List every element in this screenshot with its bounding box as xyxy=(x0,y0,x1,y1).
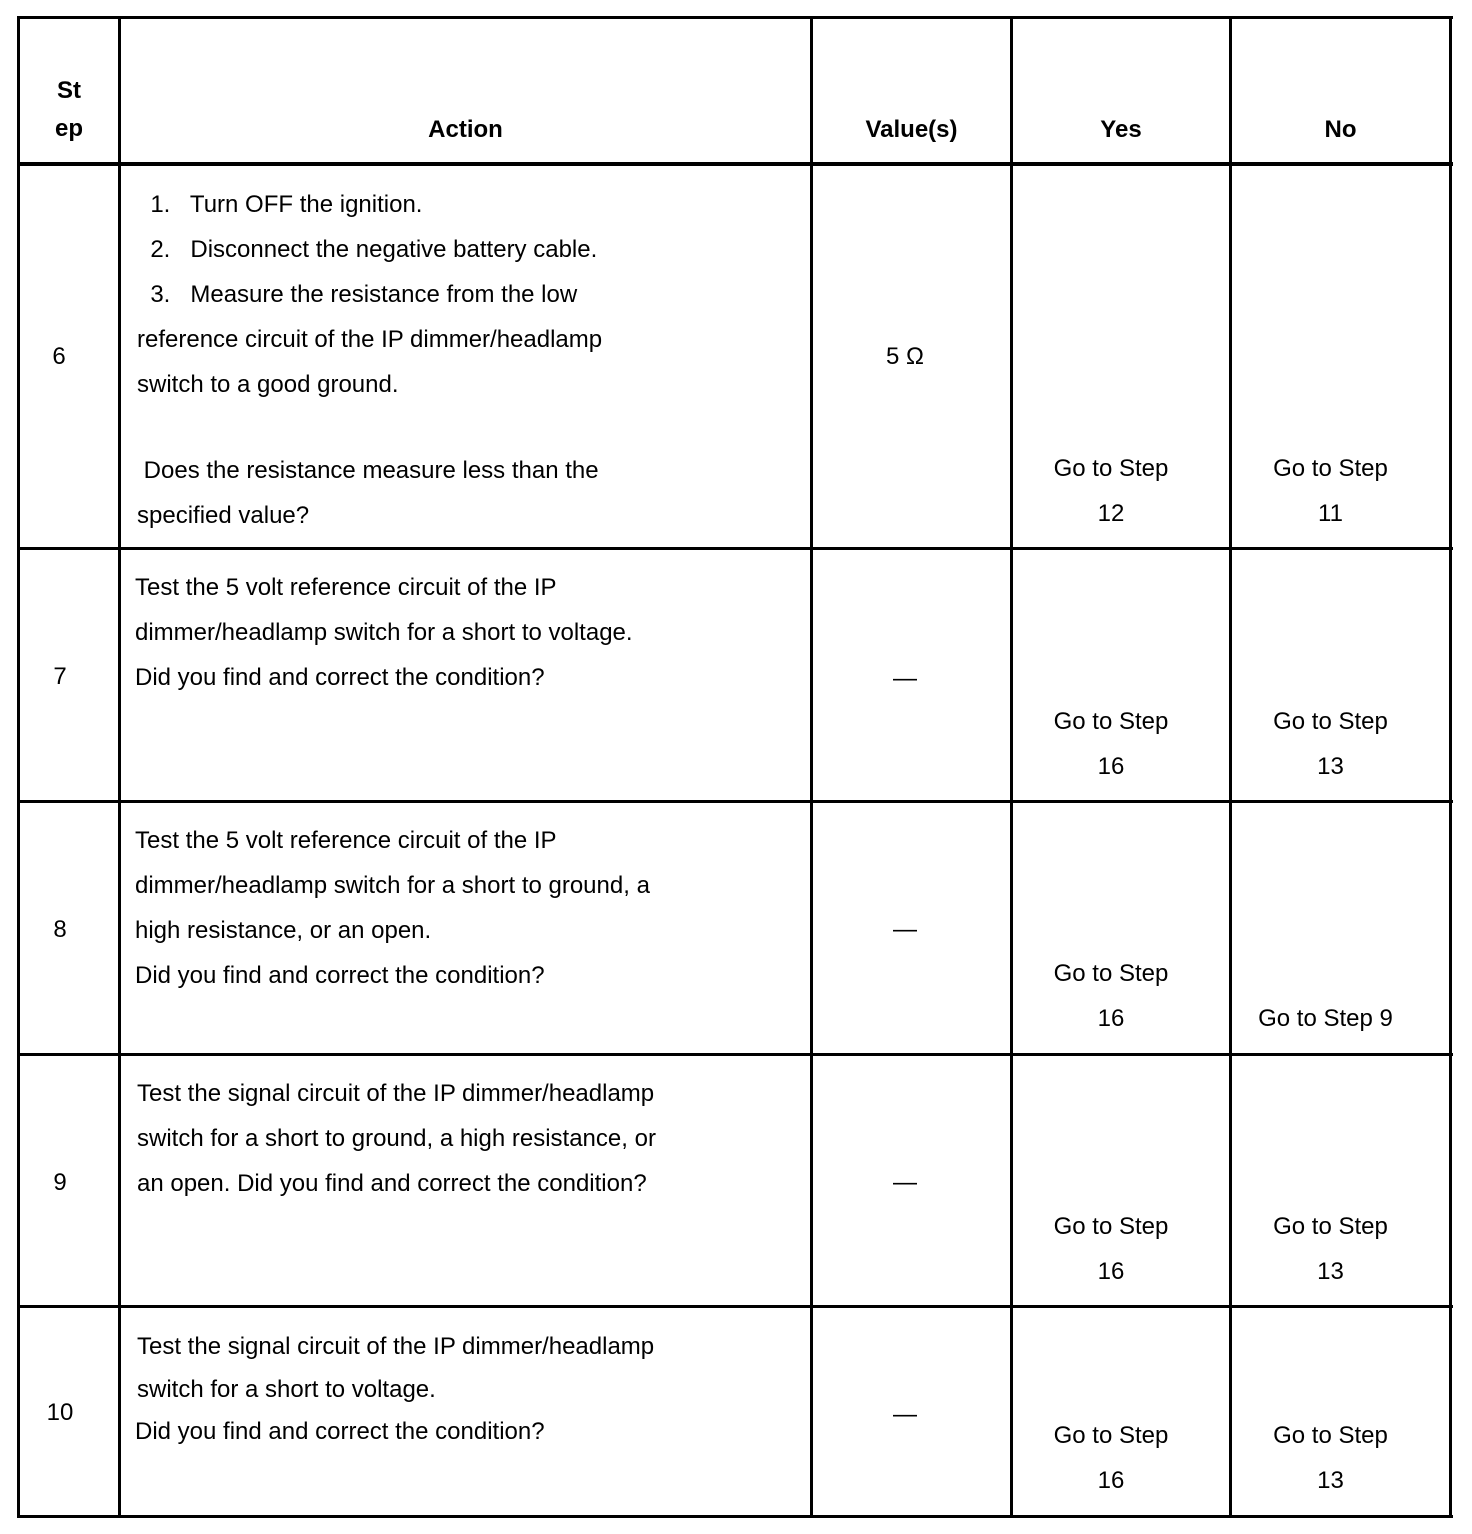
yes-target: Go to Step 16 xyxy=(1053,1213,1169,1285)
yes-target: Go to Step 16 xyxy=(1053,708,1169,780)
header-yes: Yes xyxy=(1100,116,1142,143)
action-line: dimmer/headlamp switch for a short to ground, a xyxy=(135,872,650,899)
table-border-bottom xyxy=(17,1515,1453,1518)
action-text xyxy=(137,1071,807,1206)
value-cell: — xyxy=(893,916,917,943)
value-cell: — xyxy=(893,665,917,692)
action-text xyxy=(135,1324,807,1453)
header-step-line2: ep xyxy=(54,115,83,142)
col-border-right xyxy=(1449,17,1452,1517)
action-line: switch for a short to ground, a high resistance, or xyxy=(137,1125,656,1152)
yes-target: Go to Step 16 xyxy=(1053,960,1169,1032)
col-border-left xyxy=(17,17,20,1517)
no-target: Go to Step 9 xyxy=(1258,1005,1393,1032)
action-line: Test the signal circuit of the IP dimmer/headlamp xyxy=(137,1333,655,1360)
action-line: high resistance, or an open. xyxy=(135,917,432,944)
action-line: switch for a short to voltage. xyxy=(137,1376,436,1403)
action-line: an open. Did you find and correct the condition? xyxy=(137,1170,647,1197)
header-step xyxy=(20,72,118,148)
action-text xyxy=(135,565,807,700)
action-line: Did you find and correct the condition? xyxy=(135,1418,545,1445)
row-separator xyxy=(17,1305,1453,1308)
step-number: 7 xyxy=(53,663,67,690)
table-border-top xyxy=(17,16,1453,19)
value-cell: 5 Ω xyxy=(886,343,924,370)
action-text xyxy=(137,182,807,538)
action-line: 1. Turn OFF the ignition. xyxy=(137,191,423,218)
yes-target: Go to Step 12 xyxy=(1053,455,1169,527)
value-cell: — xyxy=(893,1169,917,1196)
action-line: 2. Disconnect the negative battery cable. xyxy=(137,236,598,263)
no-target: Go to Step 13 xyxy=(1273,708,1388,780)
row-separator xyxy=(17,800,1453,803)
row-separator xyxy=(17,1053,1453,1056)
step-number: 9 xyxy=(53,1169,67,1196)
action-line: Test the 5 volt reference circuit of the IP xyxy=(135,574,557,601)
header-action: Action xyxy=(428,116,503,143)
row-separator xyxy=(17,547,1453,550)
no-target: Go to Step 13 xyxy=(1273,1213,1388,1285)
header-step-line1: St xyxy=(57,77,81,104)
action-text xyxy=(135,818,807,998)
action-line: 3. Measure the resistance from the low xyxy=(137,281,578,308)
header-separator xyxy=(17,162,1453,166)
value-cell: — xyxy=(893,1401,917,1428)
col-separator xyxy=(118,17,121,1517)
action-line: dimmer/headlamp switch for a short to voltage. xyxy=(135,619,633,646)
step-number: 8 xyxy=(53,916,67,943)
no-target: Go to Step 13 xyxy=(1273,1422,1388,1494)
header-values: Value(s) xyxy=(865,116,958,143)
step-number: 10 xyxy=(46,1399,74,1426)
action-line: Did you find and correct the condition? xyxy=(135,962,545,989)
step-number: 6 xyxy=(52,343,66,370)
action-line: Test the 5 volt reference circuit of the IP xyxy=(135,827,557,854)
action-line xyxy=(137,407,807,448)
col-separator xyxy=(810,17,813,1517)
action-line: Does the resistance measure less than the xyxy=(137,457,599,484)
action-line: switch to a good ground. xyxy=(137,371,399,398)
action-line: Did you find and correct the condition? xyxy=(135,664,545,691)
action-line: reference circuit of the IP dimmer/headlamp xyxy=(137,326,603,353)
action-line: Test the signal circuit of the IP dimmer/headlamp xyxy=(137,1080,655,1107)
header-no: No xyxy=(1324,116,1357,143)
yes-target: Go to Step 16 xyxy=(1053,1422,1169,1494)
action-line: specified value? xyxy=(137,502,310,529)
no-target: Go to Step 11 xyxy=(1273,455,1388,527)
